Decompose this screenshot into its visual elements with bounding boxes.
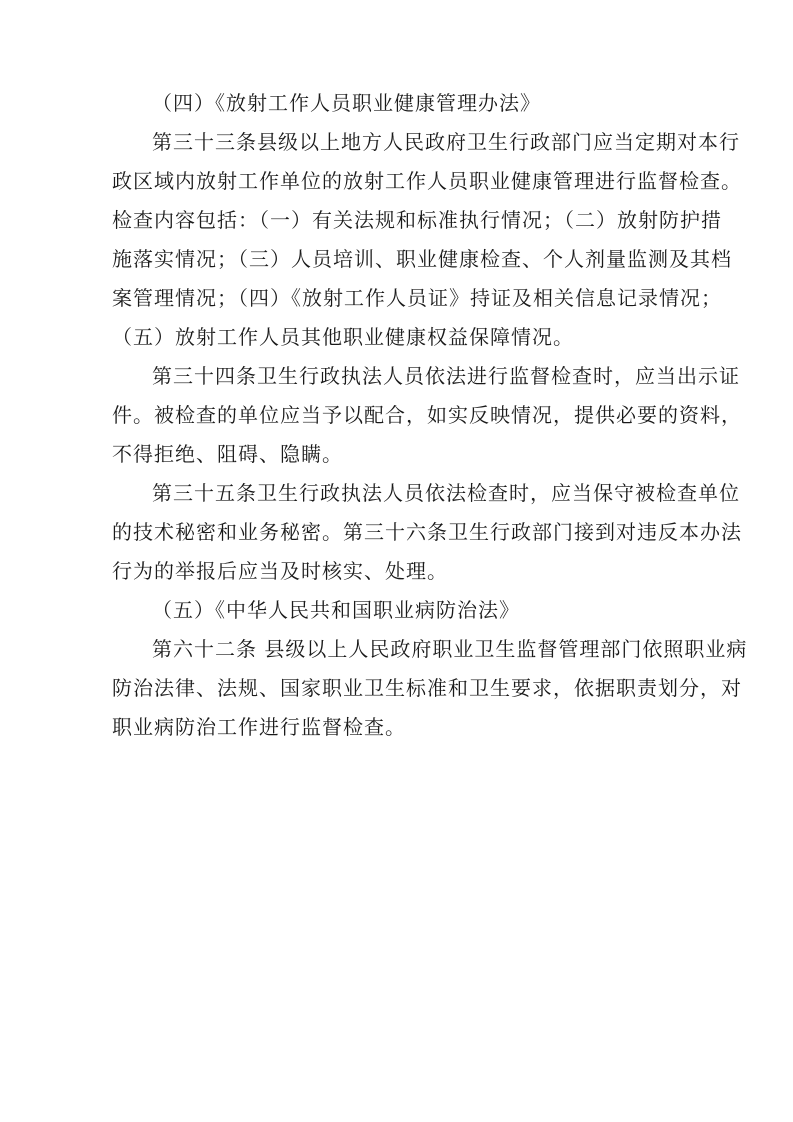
text-line: 行为的举报后应当及时核实、处理。 — [112, 559, 448, 583]
text-line: 的技术秘密和业务秘密。第三十六条卫生行政部门接到对违反本办法 — [112, 520, 742, 544]
text-line: 施落实情况；（三）人员培训、职业健康检查、个人剂量监测及其档 — [112, 247, 732, 271]
paragraph-article-62 — [112, 630, 748, 747]
section-heading: （四）《放射工作人员职业健康管理办法》 — [152, 91, 541, 115]
text-line: 不得拒绝、阻碍、隐瞒。 — [112, 442, 343, 466]
paragraph-article-34 — [112, 357, 748, 474]
text-line: 第三十四条卫生行政执法人员依法进行监督检查时，应当出示证 — [152, 364, 740, 388]
text-line: 检查内容包括：（一）有关法规和标准执行情况；（二）放射防护措 — [112, 208, 722, 232]
section-5 — [112, 591, 748, 747]
paragraph-article-33 — [112, 123, 748, 357]
section-heading: （五）《中华人民共和国职业病防治法》 — [152, 598, 520, 622]
text-line: 第三十五条卫生行政执法人员依法检查时，应当保守被检查单位 — [152, 481, 740, 505]
text-line: 件。被检查的单位应当予以配合，如实反映情况，提供必要的资料， — [112, 403, 742, 427]
paragraph-article-35-36 — [112, 474, 748, 591]
text-line: 案管理情况；（四）《放射工作人员证》持证及相关信息记录情况； — [112, 286, 722, 310]
text-line: 职业病防治工作进行监督检查。 — [112, 715, 406, 739]
text-line: 政区域内放射工作单位的放射工作人员职业健康管理进行监督检查。 — [112, 169, 742, 193]
text-line: （五）放射工作人员其他职业健康权益保障情况。 — [112, 325, 574, 349]
section-4 — [112, 84, 748, 591]
text-line: 第六十二条 县级以上人民政府职业卫生监督管理部门依照职业病 — [152, 637, 748, 661]
document-body — [112, 84, 748, 747]
text-line: 防治法律、法规、国家职业卫生标准和卫生要求，依据职责划分，对 — [112, 676, 742, 700]
text-line: 第三十三条县级以上地方人民政府卫生行政部门应当定期对本行 — [152, 130, 740, 154]
